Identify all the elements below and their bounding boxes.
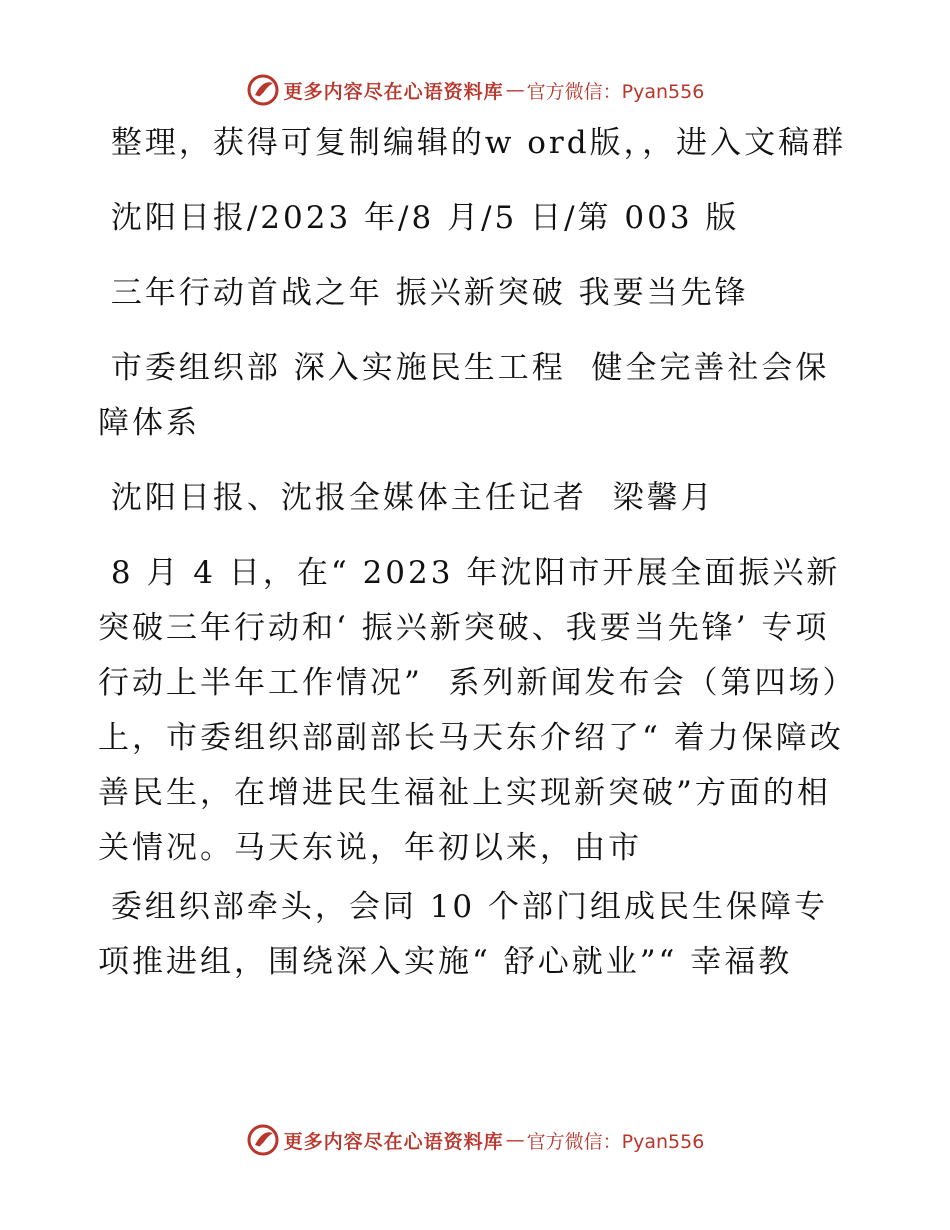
header-watermark bbox=[0, 70, 950, 110]
watermark-separator: — bbox=[505, 1129, 525, 1151]
watermark-contact: 官方微信：Pyan556 bbox=[526, 80, 705, 103]
watermark-separator: — bbox=[505, 79, 525, 101]
column-title: 三年行动首战之年 振兴新突破 我要当先锋 bbox=[98, 275, 749, 311]
watermark-text: 更多内容尽在心语资料库 bbox=[283, 1130, 504, 1153]
byline: 沈阳日报、沈报全媒体主任记者 梁馨月 bbox=[98, 480, 715, 516]
document-body bbox=[98, 116, 858, 994]
article-headline: 市委组织部 深入实施民生工程 健全完善社会保障体系 bbox=[98, 350, 830, 441]
leaf-swirl-logo-icon bbox=[246, 1123, 280, 1157]
body-paragraph-continued: 委组织部牵头，会同 10 个部门组成民生保障专项推进组，围绕深入实施“ 舒心就业”“ 幸福教 bbox=[98, 889, 829, 980]
watermark-contact: 官方微信：Pyan556 bbox=[526, 1130, 705, 1153]
watermark-text: 更多内容尽在心语资料库 bbox=[283, 80, 504, 103]
body-paragraph: 8 月 4 日，在“ 2023 年沈阳市开展全面振兴新突破三年行动和‘ 振兴新突破、我要当先锋’ 专项行动上半年工作情况” 系列新闻发布会（第四场）上，市委组织部副部长马天东介绍了“ 着力保障改善民生，在增进民生福祉上实现新突破”方面的相关情况。马天东说，年初以来，由市 bbox=[98, 555, 857, 866]
source-line: 沈阳日报/2023 年/8 月/5 日/第 003 版 bbox=[98, 200, 740, 236]
footer-watermark bbox=[0, 1120, 950, 1160]
intro-line: 整理，获得可复制编辑的w ord版，，进入文稿群 bbox=[98, 125, 847, 161]
leaf-swirl-logo-icon bbox=[246, 73, 280, 107]
